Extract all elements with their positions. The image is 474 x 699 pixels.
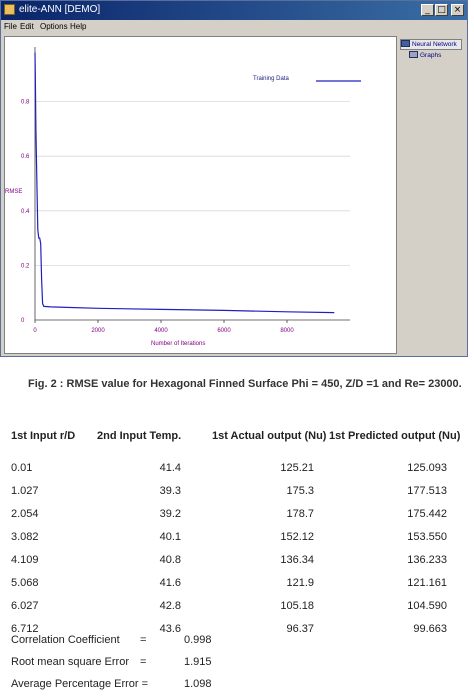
table-header: 1st Actual output (Nu) bbox=[212, 430, 327, 442]
table-cell: 125.21 bbox=[280, 462, 314, 474]
table-header: 2nd Input Temp. bbox=[97, 430, 182, 442]
table-cell: 6.027 bbox=[11, 600, 39, 612]
x-tick-label: 8000 bbox=[280, 328, 294, 334]
table-cell: 39.3 bbox=[159, 485, 181, 497]
table-cell: 39.2 bbox=[159, 508, 181, 520]
x-axis-label: Number of Iterations bbox=[151, 341, 206, 347]
x-tick-label: 6000 bbox=[217, 328, 231, 334]
series-line-training-data bbox=[35, 53, 334, 313]
app-icon bbox=[4, 4, 15, 15]
table-cell: 1.027 bbox=[11, 485, 39, 497]
table-cell: 125.093 bbox=[407, 462, 447, 474]
table-cell: 4.109 bbox=[11, 554, 39, 566]
stat-equals: = bbox=[140, 656, 147, 668]
network-icon bbox=[401, 40, 410, 47]
y-tick-label: 0.2 bbox=[21, 263, 30, 270]
table-cell: 5.068 bbox=[11, 577, 39, 589]
table-cell: 153.550 bbox=[407, 531, 447, 543]
table-cell: 175.442 bbox=[407, 508, 447, 520]
stat-value: 1.098 bbox=[184, 678, 212, 690]
table-cell: 152.12 bbox=[280, 531, 314, 543]
stat-label: Root mean square Error bbox=[11, 656, 129, 668]
table-cell: 96.37 bbox=[286, 623, 314, 635]
table-header: 1st Predicted output (Nu) bbox=[329, 430, 461, 442]
y-axis-label: RMSE bbox=[5, 189, 23, 195]
table-cell: 104.590 bbox=[407, 600, 447, 612]
close-button[interactable]: × bbox=[451, 4, 464, 16]
y-tick-label: 0.6 bbox=[21, 154, 30, 161]
menu-bar bbox=[1, 20, 467, 35]
table-cell: 40.8 bbox=[159, 554, 181, 566]
y-tick-label: 0.8 bbox=[21, 99, 30, 106]
sidebar-item-label: Neural Network bbox=[412, 41, 457, 48]
table-cell: 121.9 bbox=[286, 577, 314, 589]
table-cell: 175.3 bbox=[286, 485, 314, 497]
window-title: elite-ANN [DEMO] bbox=[19, 4, 101, 15]
rmse-chart bbox=[5, 37, 396, 353]
menu-options[interactable]: Options bbox=[40, 22, 68, 31]
table-cell: 41.4 bbox=[159, 462, 181, 474]
graph-icon bbox=[409, 51, 418, 58]
y-tick-label: 0 bbox=[21, 318, 25, 324]
maximize-button[interactable]: □ bbox=[435, 4, 448, 16]
table-cell: 99.663 bbox=[413, 623, 447, 635]
sidebar-item-graphs[interactable] bbox=[409, 51, 441, 62]
stat-equals: = bbox=[140, 634, 147, 646]
y-tick-label: 0.4 bbox=[21, 208, 30, 215]
x-tick-label: 0 bbox=[33, 328, 37, 334]
table-header: 1st Input r/D bbox=[11, 430, 76, 442]
x-tick-label: 2000 bbox=[91, 328, 105, 334]
chart-panel bbox=[4, 36, 397, 354]
table-cell: 6.712 bbox=[11, 623, 39, 635]
menu-file[interactable]: File bbox=[4, 22, 17, 31]
stat-label: Correlation Coefficient bbox=[11, 634, 120, 646]
sidebar bbox=[399, 36, 466, 354]
table-cell: 0.01 bbox=[11, 462, 33, 474]
table-cell: 40.1 bbox=[159, 531, 181, 543]
sidebar-item-neural-network[interactable] bbox=[400, 39, 462, 50]
table-cell: 121.161 bbox=[407, 577, 447, 589]
menu-edit[interactable]: Edit bbox=[20, 22, 34, 31]
table-cell: 136.233 bbox=[407, 554, 447, 566]
stat-value: 0.998 bbox=[184, 634, 212, 646]
stat-value: 1.915 bbox=[184, 656, 212, 668]
stat-label: Average Percentage Error = bbox=[11, 678, 149, 690]
table-cell: 177.513 bbox=[407, 485, 447, 497]
legend-label: Training Data bbox=[253, 76, 289, 82]
menu-help[interactable]: Help bbox=[70, 22, 87, 31]
table-cell: 136.34 bbox=[280, 554, 314, 566]
x-tick-label: 4000 bbox=[154, 328, 168, 334]
table-cell: 42.8 bbox=[159, 600, 181, 612]
sidebar-item-label: Graphs bbox=[420, 52, 442, 59]
title-bar[interactable] bbox=[1, 1, 467, 20]
table-cell: 178.7 bbox=[286, 508, 314, 520]
table-cell: 43.6 bbox=[159, 623, 181, 635]
minimize-button[interactable]: _ bbox=[421, 4, 434, 16]
figure-caption: Fig. 2 : RMSE value for Hexagonal Finned Surface Phi = 450, Z/D =1 and Re= 23000. bbox=[28, 378, 462, 390]
table-cell: 105.18 bbox=[280, 600, 314, 612]
table-cell: 2.054 bbox=[11, 508, 39, 520]
table-cell: 3.082 bbox=[11, 531, 39, 543]
table-cell: 41.6 bbox=[159, 577, 181, 589]
